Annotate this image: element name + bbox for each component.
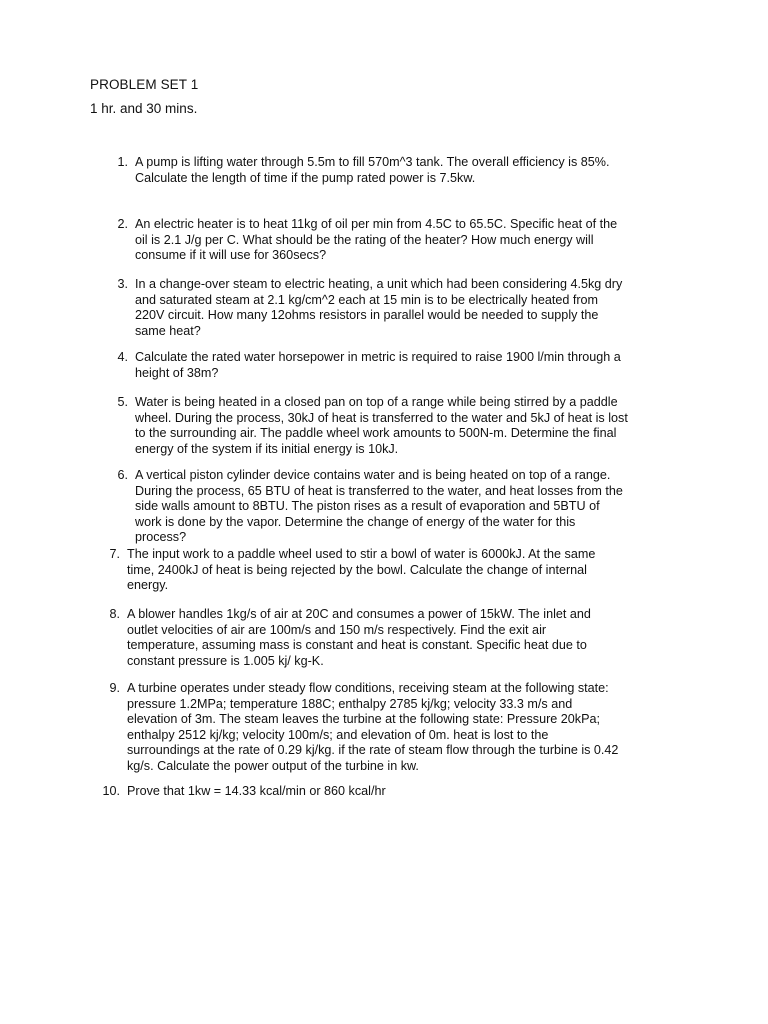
problem-text: A vertical piston cylinder device contains water and is being heated on top of a range. During the process, 65 BTU of heat is transferred to the water, and heat losses from the side walls amount to 8BTU. The piston rises as a result of evaporation and 5BTU of work is done by the vapor. Determine the change of energy of the water for this process? [135,468,623,545]
problem-number: 6. [117,468,128,482]
problem-text: A blower handles 1kg/s of air at 20C and consumes a power of 15kW. The inlet and outlet velocities of air are 100m/s and 150 m/s respectively. Find the exit air temperature, assuming mass is constant and heat is constant. Specific heat due to constant pressure is 1.005 kj/ kg-K. [127,607,591,668]
problem-text: The input work to a paddle wheel used to stir a bowl of water is 6000kJ. At the same time, 2400kJ of heat is being rejected by the bowl. Calculate the change of internal energy. [127,547,596,593]
problem-number: 3. [117,277,128,291]
problem-number: 9. [109,681,120,695]
problem-number: 7. [109,547,120,561]
problem-text: Water is being heated in a closed pan on top of a range while being stirred by a paddle wheel. During the process, 30kJ of heat is transferred to the water and 5kJ of heat is lost to the surrounding air. The paddle wheel work amounts to 500N-m. Determine the final energy of the system if its initial energy is 10kJ. [135,395,628,456]
problem-text: In a change-over steam to electric heating, a unit which had been considering 4.5kg dry and saturated steam at 2.1 kg/cm^2 each at 15 min is to be electrically heated from 220V circuit. How many 12ohms resistors in parallel would be needed to supply the same heat? [135,277,623,338]
problem-text: An electric heater is to heat 11kg of oil per min from 4.5C to 65.5C. Specific heat of the oil is 2.1 J/g per C. What should be the rating of the heater? How much energy will consume if it will use for 360secs? [135,217,618,263]
problem-text: A turbine operates under steady flow conditions, receiving steam at the following state: pressure 1.2MPa; temperature 188C; enthalpy 2785 kj/kg; velocity 33.3 m/s and elevation of 3m. The steam leaves the turbine at the following state: Pressure 20kPa; enthalpy 2512 kj/kg; velocity 100m/s; and elevation of 0m. heat is lost to the surroundings at the rate of 0.29 kj/kg. if the rate of steam flow through the turbine is 0.42 kg/s. Calculate the power output of the turbine in kw. [127,681,619,773]
problem-number: 4. [117,350,128,364]
problem-number: 10. [102,784,120,798]
problem-text: Prove that 1kw = 14.33 kcal/min or 860 kcal/hr [127,784,386,798]
problem-number: 5. [117,395,128,409]
page-title: PROBLEM SET 1 [90,77,199,92]
problem-number: 8. [109,607,120,621]
problem-number: 1. [117,155,128,169]
time-limit: 1 hr. and 30 mins. [90,101,198,116]
problem-text: A pump is lifting water through 5.5m to fill 570m^3 tank. The overall efficiency is 85%. Calculate the length of time if the pump rated power is 7.5kw. [135,155,610,185]
problem-text: Calculate the rated water horsepower in metric is required to raise 1900 l/min through a height of 38m? [135,350,621,380]
problem-number: 2. [117,217,128,231]
